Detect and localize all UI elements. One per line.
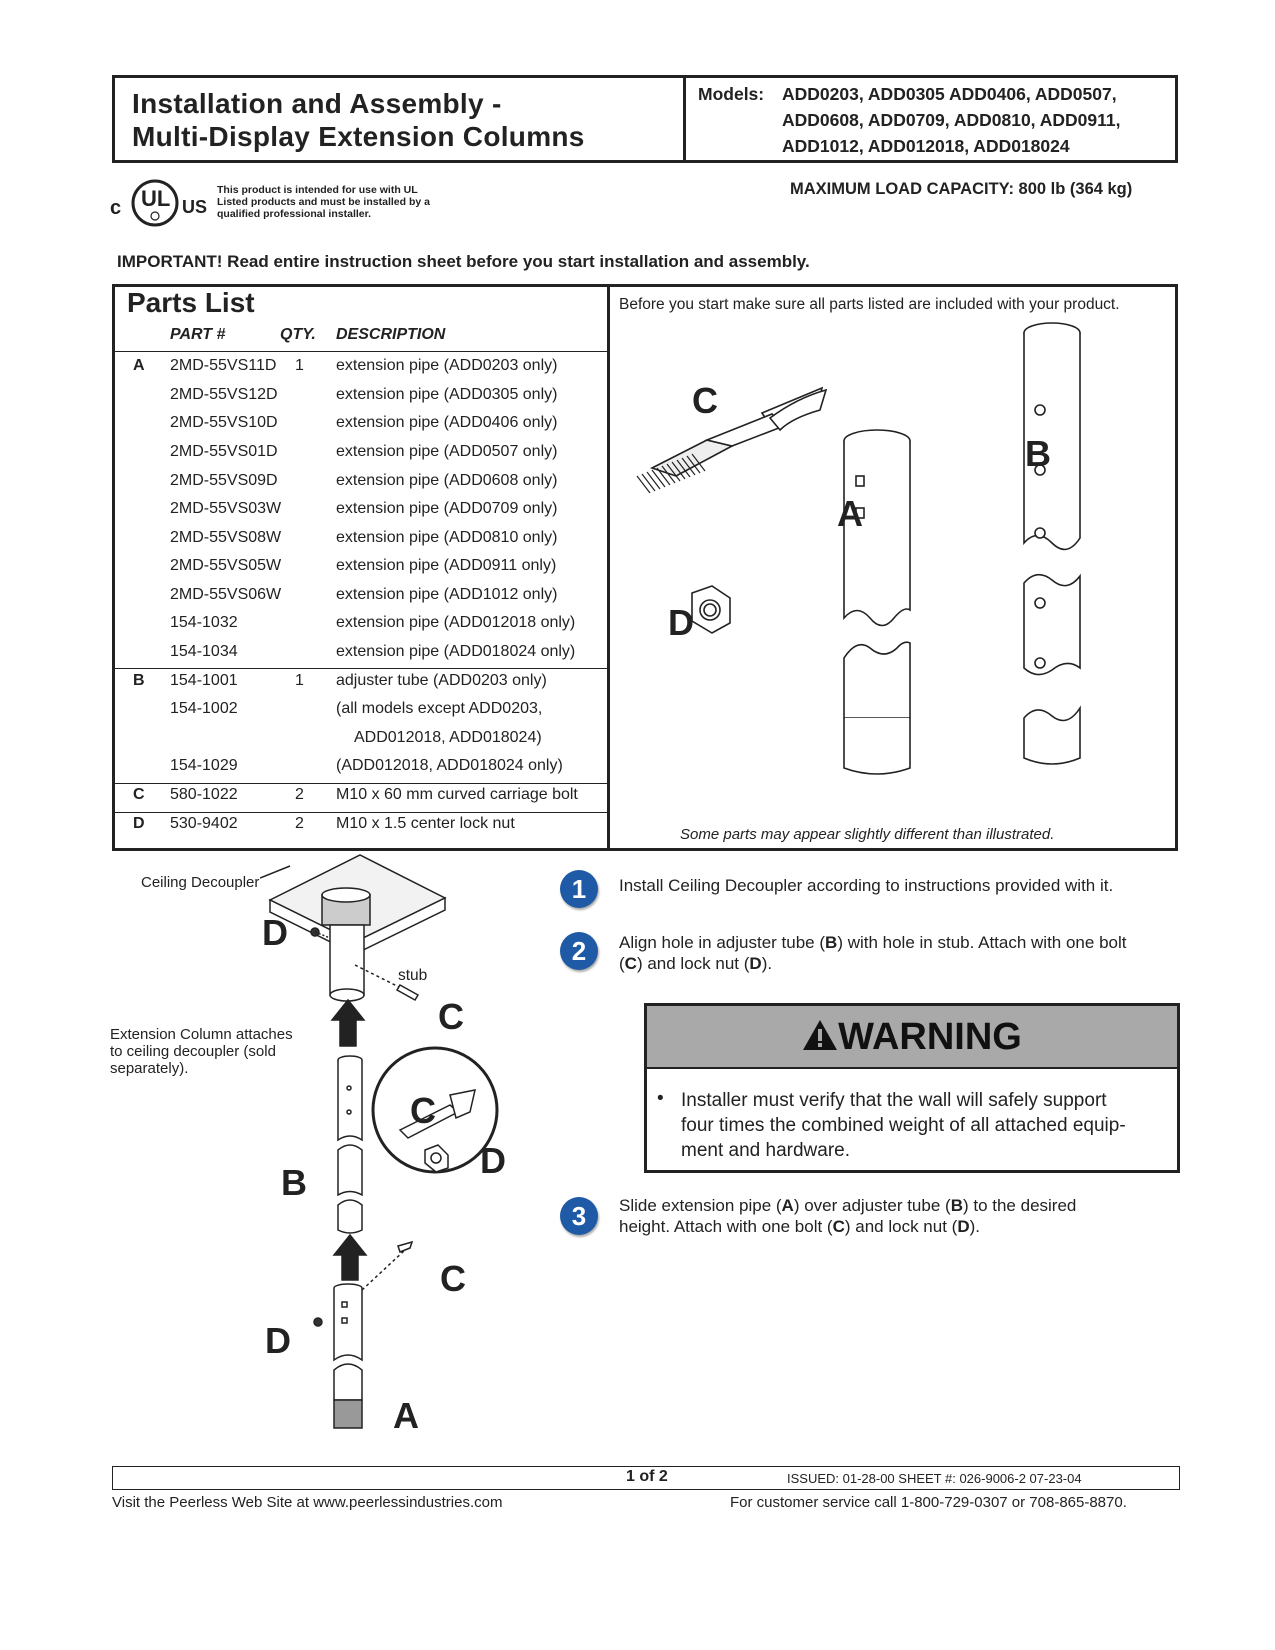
attach-note-line: to ceiling decoupler (sold (110, 1043, 276, 1060)
asm-label-d-bottom: D (265, 1320, 291, 1361)
parts-header-rule (112, 351, 608, 352)
part-description: (ADD012018, ADD018024 only) (336, 757, 563, 774)
part-number: 2MD-55VS11D (170, 357, 277, 374)
part-number: 154-1029 (170, 757, 238, 774)
part-number: 2MD-55VS05W (170, 557, 282, 574)
asm-label-d-top: D (262, 912, 288, 953)
part-description: adjuster tube (ADD0203 only) (336, 672, 547, 689)
text-run: ) and lock nut ( (636, 954, 750, 973)
part-letter: B (133, 672, 145, 689)
part-letter: D (133, 815, 145, 832)
ref-b: B (950, 1196, 963, 1215)
part-number: 2MD-55VS08W (170, 529, 282, 546)
attach-note-line: separately). (110, 1060, 189, 1077)
part-description: (all models except ADD0203, (336, 700, 543, 717)
step-2-line-1 (619, 932, 1126, 953)
ul-notice-line: qualified professional installer. (217, 208, 372, 220)
header-divider (683, 75, 686, 163)
ref-a: A (781, 1196, 794, 1215)
part-number: 154-1001 (170, 672, 238, 689)
text-run: ) over adjuster tube ( (793, 1196, 951, 1215)
ref-b: B (825, 933, 838, 952)
ul-notice-line: This product is intended for use with UL (217, 184, 418, 196)
text-run: height. Attach with one bolt ( (619, 1217, 833, 1236)
ceiling-decoupler-label: Ceiling Decoupler (141, 874, 260, 891)
step-2-line-2 (619, 953, 1126, 974)
col-head-description: DESCRIPTION (336, 326, 446, 343)
illus-label-b: B (1025, 433, 1051, 474)
text-run: ). (761, 954, 773, 973)
part-description: extension pipe (ADD018024 only) (336, 643, 576, 660)
warning-line: ment and hardware. (681, 1140, 850, 1161)
ref-c: C (624, 954, 637, 973)
col-head-part: PART # (170, 326, 226, 343)
asm-label-d-detail: D (480, 1140, 506, 1181)
illus-label-a: A (837, 493, 863, 534)
part-number: 2MD-55VS06W (170, 586, 282, 603)
ul-logo (110, 177, 210, 229)
asm-label-c-detail: C (410, 1090, 436, 1131)
part-description: ADD012018, ADD018024) (354, 729, 542, 746)
parts-rule-c (112, 783, 608, 784)
warning-bullet: • (657, 1088, 664, 1109)
parts-rule-d (112, 812, 608, 813)
asm-label-c-bottom: C (440, 1258, 466, 1299)
illus-label-d: D (668, 602, 694, 643)
warning-header (647, 1006, 1177, 1069)
warning-title (647, 1016, 1177, 1059)
part-description: M10 x 1.5 center lock nut (336, 815, 515, 832)
part-number: 2MD-55VS10D (170, 414, 278, 431)
illus-label-c: C (692, 380, 718, 421)
part-number: 154-1034 (170, 643, 238, 660)
part-description: extension pipe (ADD0810 only) (336, 529, 558, 546)
text-run: Slide extension pipe ( (619, 1196, 782, 1215)
footer-page: 1 of 2 (626, 1468, 668, 1485)
part-number: 580-1022 (170, 786, 238, 803)
warning-triangle-icon (802, 1019, 838, 1051)
warning-text (681, 1088, 1171, 1163)
parts-intro: Before you start make sure all parts listed are included with your product. (619, 296, 1120, 313)
part-letter: C (133, 786, 145, 803)
ref-d: D (957, 1217, 970, 1236)
asm-label-b: B (281, 1162, 307, 1203)
models-label: Models: (698, 84, 765, 104)
col-head-qty: QTY. (280, 326, 316, 343)
part-description: extension pipe (ADD012018 only) (336, 614, 576, 631)
part-number: 2MD-55VS03W (170, 500, 282, 517)
part-description: extension pipe (ADD1012 only) (336, 586, 558, 603)
step-3-line-2 (619, 1216, 1076, 1237)
part-number: 530-9402 (170, 815, 238, 832)
text-run: ) to the desired (962, 1196, 1077, 1215)
part-description: extension pipe (ADD0406 only) (336, 414, 558, 431)
ul-logo-ul: UL (141, 186, 171, 211)
models-line-2: ADD0608, ADD0709, ADD0810, ADD0911, (782, 110, 1121, 130)
max-load-capacity: MAXIMUM LOAD CAPACITY: 800 lb (364 kg) (790, 180, 1133, 198)
attach-note-line: Extension Column attaches (110, 1026, 293, 1043)
text-run: Align hole in adjuster tube ( (619, 933, 826, 952)
warning-line: Installer must verify that the wall will safely support (681, 1090, 1107, 1111)
part-description: extension pipe (ADD0608 only) (336, 472, 558, 489)
tube-b-drawing (1024, 323, 1080, 764)
warning-title-text: WARNING (838, 1016, 1022, 1058)
models-line-1: ADD0203, ADD0305 ADD0406, ADD0507, (782, 84, 1117, 104)
pipe-a-drawing (844, 430, 910, 774)
warning-box (644, 1003, 1180, 1173)
part-description: extension pipe (ADD0709 only) (336, 500, 558, 517)
text-run: ) and lock nut ( (844, 1217, 958, 1236)
important-note: IMPORTANT! Read entire instruction sheet before you start installation and assembly. (117, 252, 810, 271)
part-number: 154-1032 (170, 614, 238, 631)
parts-list-divider (607, 284, 610, 851)
models-line-3: ADD1012, ADD012018, ADD018024 (782, 136, 1070, 156)
warning-line: four times the combined weight of all attached equip- (681, 1115, 1126, 1136)
text-run: ( (619, 954, 625, 973)
step-2-badge: 2 (560, 932, 598, 970)
part-description: extension pipe (ADD0911 only) (336, 557, 557, 574)
part-number: 2MD-55VS12D (170, 386, 278, 403)
part-description: M10 x 60 mm curved carriage bolt (336, 786, 578, 803)
step-2-text (619, 932, 1126, 974)
part-description: extension pipe (ADD0305 only) (336, 386, 558, 403)
ul-logo-us: US (182, 197, 208, 217)
bolt-c-drawing (637, 388, 826, 493)
part-number: 2MD-55VS09D (170, 472, 278, 489)
step-3-line-1 (619, 1195, 1076, 1216)
step-1-text: Install Ceiling Decoupler according to instructions provided with it. (619, 876, 1114, 895)
footer-issued: ISSUED: 01-28-00 SHEET #: 026-9006-2 07-23-04 (787, 1471, 1082, 1486)
parts-list-title: Parts List (127, 287, 255, 318)
part-qty: 2 (295, 815, 304, 832)
part-number: 2MD-55VS01D (170, 443, 278, 460)
ref-c: C (832, 1217, 845, 1236)
step-3-text (619, 1195, 1076, 1237)
step-1-badge: 1 (560, 870, 598, 908)
ul-notice (217, 184, 430, 220)
step-3-badge: 3 (560, 1197, 598, 1235)
footer-website: Visit the Peerless Web Site at www.peerlessindustries.com (112, 1494, 503, 1511)
ul-logo-c: c (110, 197, 122, 219)
asm-label-a: A (393, 1395, 419, 1436)
asm-label-c-top: C (438, 996, 464, 1037)
part-qty: 2 (295, 786, 304, 803)
text-run: ) with hole in stub. Attach with one bolt (837, 933, 1127, 952)
ref-d: D (749, 954, 762, 973)
parts-caption: Some parts may appear slightly different than illustrated. (680, 826, 1055, 843)
nut-d-drawing (692, 586, 730, 633)
title-line-2: Multi-Display Extension Columns (132, 121, 585, 152)
title-line-1: Installation and Assembly - (132, 88, 502, 119)
part-qty: 1 (295, 672, 304, 689)
part-description: extension pipe (ADD0507 only) (336, 443, 558, 460)
footer-service: For customer service call 1-800-729-0307 or 708-865-8870. (730, 1494, 1127, 1511)
part-qty: 1 (295, 357, 304, 374)
part-number: 154-1002 (170, 700, 238, 717)
ul-notice-line: Listed products and must be installed by a (217, 196, 430, 208)
part-letter: A (133, 357, 145, 374)
part-description: extension pipe (ADD0203 only) (336, 357, 558, 374)
stub-label: stub (398, 967, 428, 984)
text-run: ). (969, 1217, 980, 1236)
parts-rule-b (112, 668, 608, 669)
